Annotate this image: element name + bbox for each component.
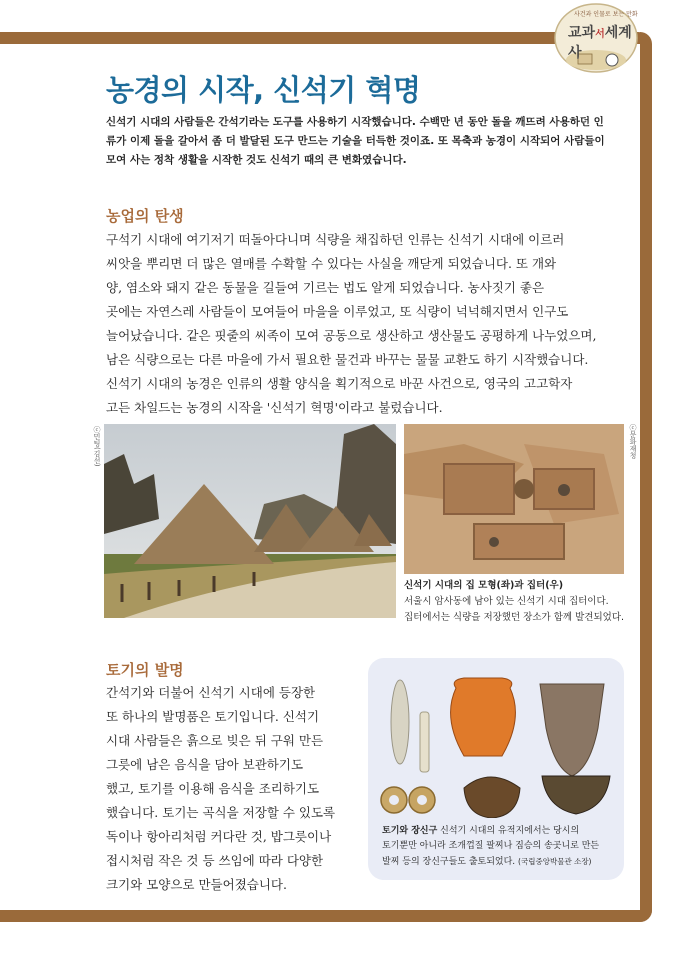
paragraph-line: 그릇에 남은 음식을 담아 보관하기도 xyxy=(106,757,304,772)
section-heading-agriculture: 농업의 탄생 xyxy=(106,207,184,225)
paragraph-line: 접시처럼 작은 것 등 쓰임에 따라 다양한 xyxy=(106,853,324,868)
caption-line: 신석기 시대의 유적지에서는 당시의 xyxy=(437,826,580,836)
paragraph-line: 곳에는 자연스레 사람들이 모여들어 마을을 이루었고, 또 식량이 넉넉해지면서 인구도 xyxy=(106,304,569,319)
logo-title xyxy=(568,22,640,62)
paragraph-line: 양, 염소와 돼지 같은 동물을 길들여 기르는 법도 알게 되었습니다. 농사짓기 좋은 xyxy=(106,280,545,295)
paragraph-line: 또 하나의 발명품은 토기입니다. 신석기 xyxy=(106,709,320,724)
pottery-caption-title: 토기와 장신구 xyxy=(382,826,438,836)
caption-line: 집터에서는 식량을 저장했던 장소가 함께 발견되었다. xyxy=(404,612,625,623)
logo-title-a: 교과 xyxy=(568,25,596,41)
paragraph-line: 씨앗을 뿌리면 더 많은 열매를 수확할 수 있다는 사실을 깨닫게 되었습니다. 또 개와 xyxy=(106,256,557,271)
dwelling-site-photo xyxy=(404,424,624,574)
hut-model-photo xyxy=(104,424,396,618)
pottery-illustration xyxy=(368,658,624,818)
pottery-panel xyxy=(368,658,624,880)
pottery-paragraph xyxy=(106,681,366,897)
dwelling-caption xyxy=(404,578,639,626)
paragraph-line: 구석기 시대에 여기저기 떠돌아다니며 식량을 채집하던 인류는 신석기 시대에 이르러 xyxy=(106,232,565,247)
caption-line: 토기뿐만 아니라 조개껍질 팔찌나 짐승의 송곳니로 만든 xyxy=(382,841,600,851)
paragraph-line: 했습니다. 토기는 곡식을 저장할 수 있도록 xyxy=(106,805,336,820)
page-frame-bottom xyxy=(0,910,652,922)
caption-line: 서울시 암사동에 남아 있는 신석기 시대 집터이다. xyxy=(404,596,609,607)
section-heading-pottery: 토기의 발명 xyxy=(106,661,184,679)
caption-line: 발찌 등의 장신구들도 출토되었다. xyxy=(382,857,516,867)
page-title: 농경의 시작, 신석기 혁명 xyxy=(106,73,421,107)
source-note: (국립중앙박물관 소장) xyxy=(518,857,592,866)
photo-credit-left: ⓒ민팅(김선) xyxy=(93,426,101,467)
pottery-caption xyxy=(382,824,618,870)
paragraph-line: 간석기와 더불어 신석기 시대에 등장한 xyxy=(106,685,316,700)
series-logo xyxy=(552,2,640,80)
paragraph-line: 늘어났습니다. 같은 핏줄의 씨족이 모여 공동으로 생산하고 생산물도 공평하게 나누었으며, xyxy=(106,328,597,343)
page-frame-right xyxy=(640,32,652,922)
caption-title: 신석기 시대의 집 모형(좌)과 집터(우) xyxy=(404,580,564,591)
logo-title-b: 서 xyxy=(595,29,605,40)
paragraph-line: 시대 사람들은 흙으로 빚은 뒤 구워 만든 xyxy=(106,733,324,748)
photo-credit-right: ⓒ문화재청 xyxy=(629,424,637,459)
intro-paragraph: 신석기 시대의 사람들은 간석기라는 도구를 사용하기 시작했습니다. 수백만 년 동안 돌을 깨뜨려 사용하던 인류가 이제 돌을 갈아서 좀 더 발달된 도구 만드는 기술을 터득한 것이죠. 또 목축과 농경이 시작되어 사람들이 모여 사는 정착 생활을 시작한 것도 신석기 때의 큰 변화였습니다. xyxy=(106,116,605,166)
paragraph-line: 고든 차일드는 농경의 시작을 '신석기 혁명'이라고 불렀습니다. xyxy=(106,400,443,415)
agriculture-paragraph xyxy=(106,228,636,420)
paragraph-line: 독이나 항아리처럼 커다란 것, 밥그릇이나 xyxy=(106,829,332,844)
paragraph-line: 했고, 토기를 이용해 음식을 조리하기도 xyxy=(106,781,320,796)
logo-title-c: 세계사 xyxy=(568,25,632,61)
paragraph-line: 크기와 모양으로 만들어졌습니다. xyxy=(106,877,287,892)
logo-subtitle: 사건과 인물로 보는 만화 xyxy=(574,11,638,18)
paragraph-line: 신석기 시대의 농경은 인류의 생활 양식을 획기적으로 바꾼 사건으로, 영국의 고고학자 xyxy=(106,376,573,391)
paragraph-line: 남은 식량으로는 다른 마을에 가서 필요한 물건과 바꾸는 물물 교환도 하기 시작했습니다. xyxy=(106,352,589,367)
